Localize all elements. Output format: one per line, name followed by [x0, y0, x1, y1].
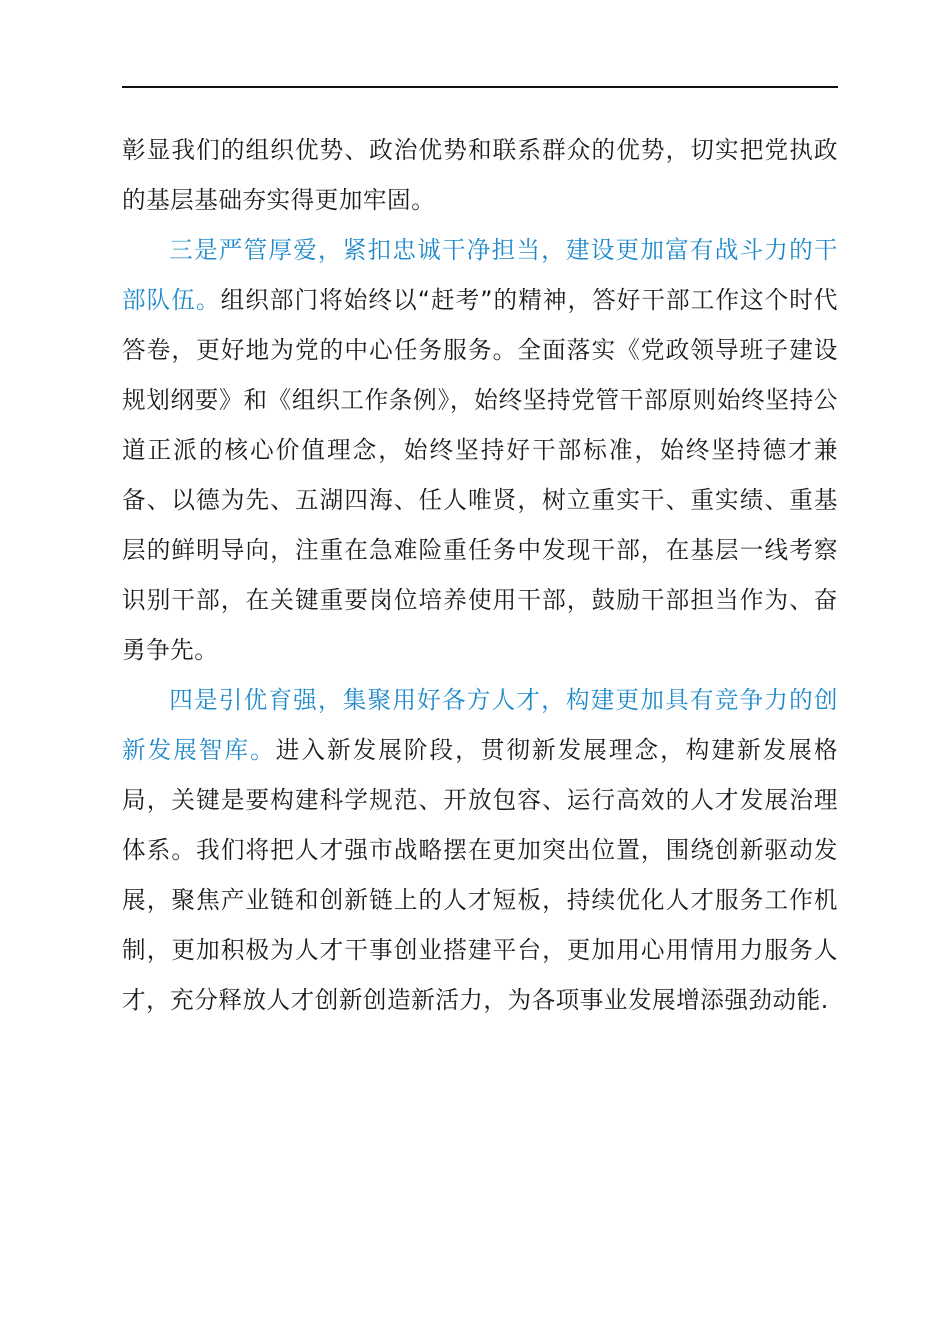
paragraph-cadre-team	[122, 225, 838, 675]
section-heading: 四是引优育强，集聚用好各方人才，构建更加具有竞争力的创新发展智库。	[122, 686, 838, 764]
paragraph-text: 进入新发展阶段，贯彻新发展理念，构建新发展格局，关键是要构建科学规范、开放包容、运行高效的人才发展治理体系。我们将把人才强市战略摆在更加突出位置，围绕创新驱动发展，聚焦产业链和创新链上的人才短板，持续优化人才服务工作机制，更加积极为人才干事创业搭建平台，更加用心用情用力服务人才，充分释放人才创新创造新活力，为各项事业发展增添强劲动能.	[122, 736, 839, 1014]
paragraph-continuation	[122, 125, 838, 225]
paragraph-text: 组织部门将始终以“赶考”的精神，答好干部工作这个时代答卷，更好地为党的中心任务服务。全面落实《党政领导班子建设规划纲要》和《组织工作条例》，始终坚持党管干部原则始终坚持公道正派的核心价值理念，始终坚持好干部标准，始终坚持德才兼备、以德为先、五湖四海、任人唯贤，树立重实干、重实绩、重基层的鲜明导向，注重在急难险重任务中发现干部，在基层一线考察识别干部，在关键重要岗位培养使用干部，鼓励干部担当作为、奋勇争先。	[122, 286, 838, 664]
document-body	[122, 125, 838, 1025]
paragraph-talent	[122, 675, 838, 1025]
section-heading: 三是严管厚爱，紧扣忠诚干净担当，建设更加富有战斗力的干部队伍。	[122, 236, 838, 314]
paragraph-text: 彰显我们的组织优势、政治优势和联系群众的优势，切实把党执政的基层基础夯实得更加牢固。	[122, 136, 838, 214]
header-rule	[122, 86, 838, 88]
